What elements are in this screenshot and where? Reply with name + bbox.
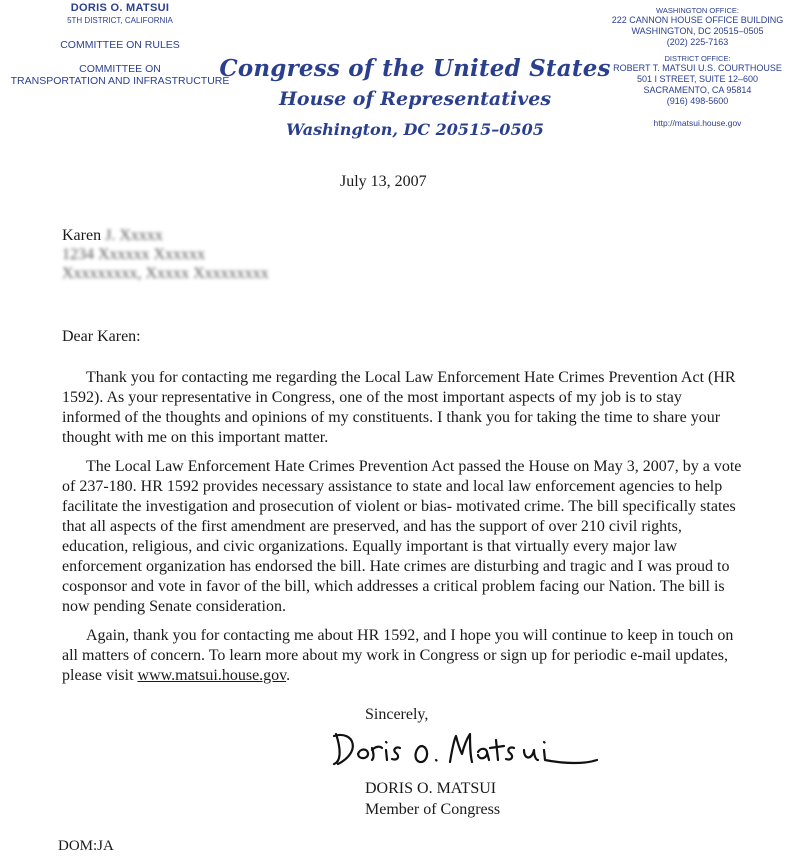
paragraph-3-end: . [286,667,291,684]
paragraph-3 [62,626,742,686]
website-url: http://matsui.house.gov [653,118,742,128]
closing: Sincerely, [365,706,429,723]
signer-block [365,778,500,820]
signer-title: Member of Congress [365,801,501,818]
recipient-address [62,226,269,283]
committee-rules: COMMITTEE ON RULES [60,39,180,51]
district-phone: (916) 498-5600 [666,96,729,106]
redacted-city: Xxxxxxxxx, Xxxxx Xxxxxxxxx [62,265,269,282]
salutation: Dear Karen: [62,328,141,345]
committee-transportation-line1: COMMITTEE ON [79,63,161,75]
washington-office-label: WASHINGTON OFFICE: [656,6,739,15]
washington-address-2: WASHINGTON, DC 20515–0505 [631,26,764,36]
masthead-congress: Congress of the United States [219,55,611,82]
redacted-street: 1234 Xxxxxx Xxxxxx [62,246,206,263]
paragraph-3-text: Again, thank you for contacting me about HR 1592, and I hope you will continue to keep in touch on all matters of concern. To learn more about my work in Congress or sign up for periodic e-mail updates, please visit [62,627,734,684]
signer-name: DORIS O. MATSUI [365,780,497,797]
masthead-city: Washington, DC 20515–0505 [286,120,544,139]
district-office-label: DISTRICT OFFICE: [664,54,731,63]
district-address-2: 501 I STREET, SUITE 12–600 [636,74,759,84]
letter-body [62,368,742,695]
member-name: DORIS O. MATSUI [70,2,170,14]
washington-phone: (202) 225-7163 [666,37,729,47]
letter-date: July 13, 2007 [340,173,427,190]
district-address-3: SACRAMENTO, CA 95814 [643,85,752,95]
recipient-first-name: Karen [62,227,102,244]
masthead-house: House of Representatives [278,88,552,110]
letterhead-right [600,6,795,128]
member-district: 5TH DISTRICT, CALIFORNIA [67,16,173,25]
website-link[interactable]: www.matsui.house.gov [137,667,287,684]
handwritten-signature [318,722,598,770]
paragraph-1: Thank you for contacting me regarding the Local Law Enforcement Hate Crimes Prevention Act (HR 1592). As your representative in Congress, one of the most important aspects of my job is to stay informed of the thoughts and opinions of my constituents. I thank you for taking the time to share your thought with me on this important matter. [62,369,736,446]
reference-initials: DOM:JA [58,838,114,854]
paragraph-2: The Local Law Enforcement Hate Crimes Prevention Act passed the House on May 3, 2007, by a vote of 237-180. HR 1592 provides necessary assistance to state and local law enforcement agencies to help facilitate the investigation and prosecution of violent or bias- motivated crime. The bill specifically states that all aspects of the first amendment are preserved, and has the support of over 210 civil rights, education, religious, and civic organizations. Equally important is that virtually every major law enforcement organization has endorsed the bill. Hate crimes are disturbing and tragic and I was proud to cosponsor and vote in favor of the bill, which addresses a critical problem facing our Nation. The bill is now pending Senate consideration. [62,458,742,615]
redacted-surname: J. Xxxxx [105,227,163,244]
district-address-1: ROBERT T. MATSUI U.S. COURTHOUSE [613,63,782,73]
recipient-name-line [62,226,269,245]
committee-transportation-line2: TRANSPORTATION AND INFRASTRUCTURE [10,75,230,87]
washington-address-1: 222 CANNON HOUSE OFFICE BUILDING [611,15,784,25]
